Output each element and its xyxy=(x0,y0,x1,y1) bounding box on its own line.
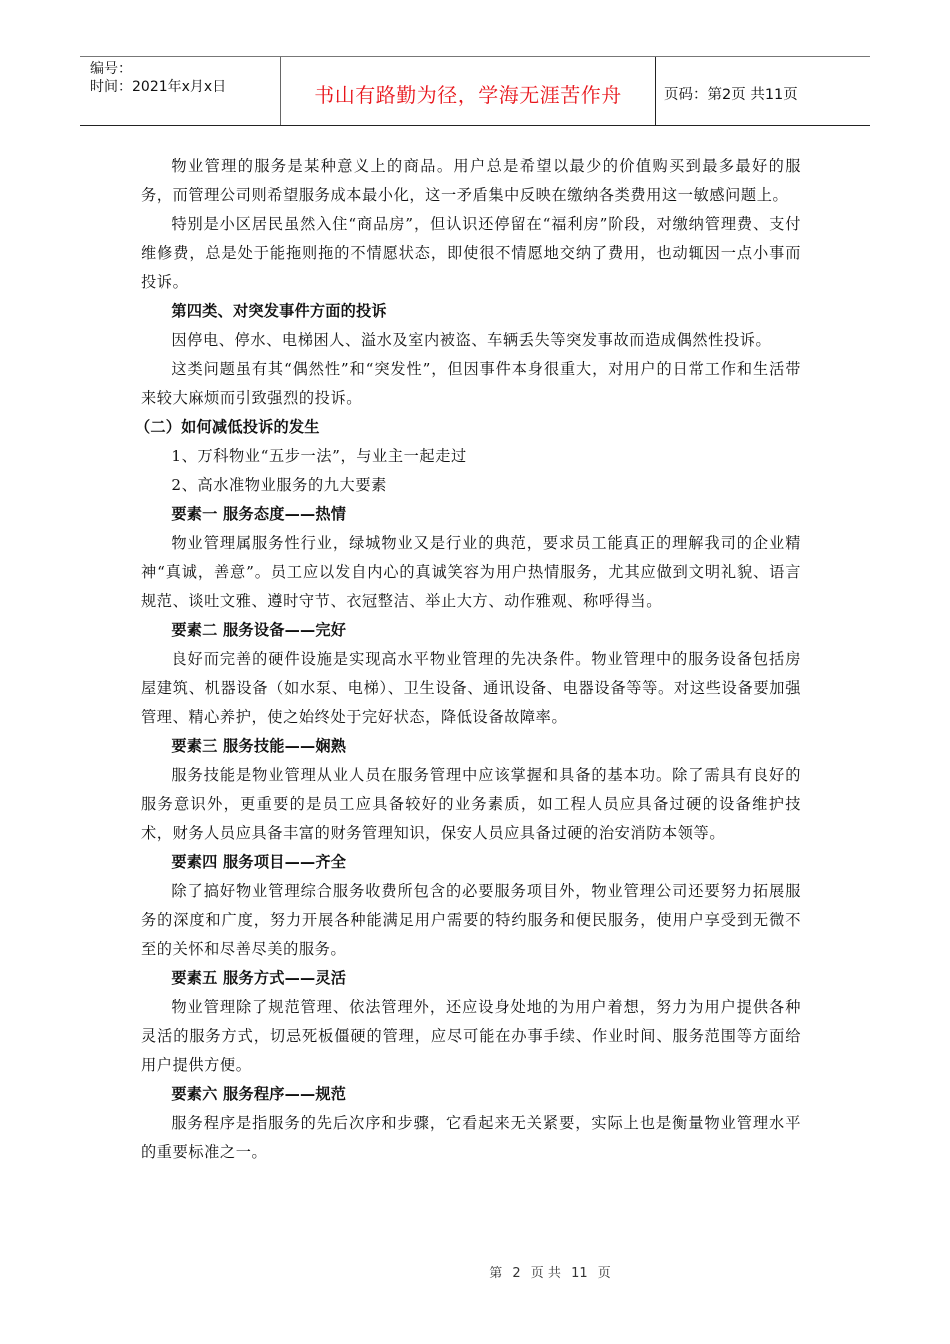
paragraph: 服务程序是指服务的先后次序和步骤，它看起来无关紧要，实际上也是衡量物业管理水平的重要标准之一。 xyxy=(141,1114,801,1161)
paragraph: 因停电、停水、电梯困人、溢水及室内被盗、车辆丢失等突发事故而造成偶然性投诉。 xyxy=(171,331,772,349)
document-body xyxy=(135,152,801,1167)
paragraph: 特别是小区居民虽然入住“商品房”，但认识还停留在“福利房”阶段，对缴纳管理费、支付维修费，总是处于能拖则拖的不情愿状态，即使很不情愿地交纳了费用，也动辄因一点小事而投诉。 xyxy=(141,215,801,291)
footer-current-page: 2 xyxy=(512,1266,521,1281)
element-heading: 要素一 服务态度——热情 xyxy=(171,505,347,523)
paragraph: 除了搞好物业管理综合服务收费所包含的必要服务项目外，物业管理公司还要努力拓展服务的深度和广度，努力开展各种能满足用户需要的特约服务和便民服务，使用户享受到无微不至的关怀和尽善尽美的服务。 xyxy=(141,882,801,958)
page-header xyxy=(80,56,870,126)
list-item: 2、高水准物业服务的九大要素 xyxy=(171,476,387,494)
paragraph: 物业管理的服务是某种意义上的商品。用户总是希望以最少的价值购买到最多最好的服务，而管理公司则希望服务成本最小化，这一矛盾集中反映在缴纳各类费用这一敏感问题上。 xyxy=(141,157,801,204)
date-label: 时间：2021年x月x日 xyxy=(90,79,227,95)
footer-mid: 页 共 xyxy=(530,1266,561,1281)
element-heading: 要素四 服务项目——齐全 xyxy=(171,853,347,871)
page-footer xyxy=(0,1262,950,1281)
serial-number-label: 编号： xyxy=(90,61,132,77)
paragraph: 物业管理除了规范管理、依法管理外，还应设身处地的为用户着想，努力为用户提供各种灵活的服务方式，切忌死板僵硬的管理，应尽可能在办事手续、作业时间、服务范围等方面给用户提供方便。 xyxy=(141,998,801,1074)
section-heading: （二）如何减低投诉的发生 xyxy=(135,418,320,436)
header-page-info: 页码：第2页 共11页 xyxy=(664,86,798,103)
paragraph: 服务技能是物业管理从业人员在服务管理中应该掌握和具备的基本功。除了需具有良好的服务意识外，更重要的是员工应具备较好的业务素质，如工程人员应具备过硬的设备维护技术，财务人员应具备丰富的财务管理知识，保安人员应具备过硬的治安消防本领等。 xyxy=(141,766,801,842)
footer-suffix: 页 xyxy=(597,1266,611,1281)
element-heading: 要素五 服务方式——灵活 xyxy=(171,969,347,987)
section-heading: 第四类、对突发事件方面的投诉 xyxy=(171,302,387,320)
element-heading: 要素二 服务设备——完好 xyxy=(171,621,347,639)
element-heading: 要素六 服务程序——规范 xyxy=(171,1085,347,1103)
footer-total-pages: 11 xyxy=(571,1266,588,1281)
element-heading: 要素三 服务技能——娴熟 xyxy=(171,737,347,755)
paragraph: 良好而完善的硬件设施是实现高水平物业管理的先决条件。物业管理中的服务设备包括房屋建筑、机器设备（如水泵、电梯）、卫生设备、通讯设备、电器设备等等。对这些设备要加强管理、精心养护，使之始终处于完好状态，降低设备故障率。 xyxy=(141,650,801,726)
header-meta xyxy=(80,57,281,125)
footer-prefix: 第 xyxy=(489,1266,503,1281)
header-motto: 书山有路勤为径，学海无涯苦作舟 xyxy=(281,57,656,125)
paragraph: 物业管理属服务性行业，绿城物业又是行业的典范，要求员工能真正的理解我司的企业精神“真诚，善意”。员工应以发自内心的真诚笑容为用户热情服务，尤其应做到文明礼貌、语言规范、谈吐文雅、遵时守节、衣冠整洁、举止大方、动作雅观、称呼得当。 xyxy=(141,534,801,610)
paragraph: 这类问题虽有其“偶然性”和“突发性”，但因事件本身很重大，对用户的日常工作和生活带来较大麻烦而引致强烈的投诉。 xyxy=(141,360,801,407)
list-item: 1、万科物业“五步一法”，与业主一起走过 xyxy=(171,447,467,465)
